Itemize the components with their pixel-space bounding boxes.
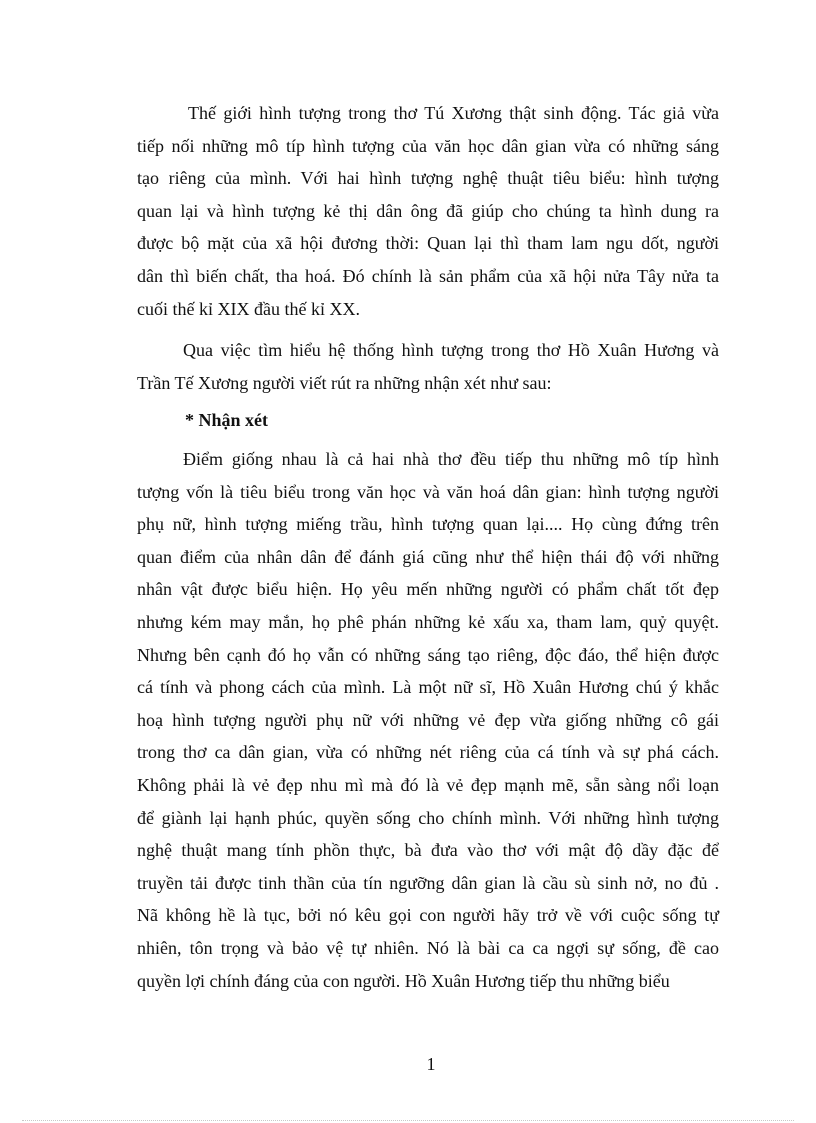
text-line: tạo riêng của mình. Với hai hình tượng nghệ thuật tiêu biểu: hình tượng — [137, 168, 719, 189]
text-line: quan lại và hình tượng kẻ thị dân ông đã giúp cho chúng ta hình dung ra — [137, 200, 719, 221]
text-line: nghệ thuật mang tính phồn thực, bà đưa vào thơ với mật độ dầy đặc để — [137, 840, 719, 861]
text-line: cuối thế kỉ XIX đầu thế kỉ XX. — [137, 298, 360, 319]
text-line: phụ nữ, hình tượng miếng trầu, hình tượng quan lại.... Họ cùng đứng trên — [137, 514, 719, 535]
paragraph-comparison — [137, 443, 719, 997]
text-line: tượng vốn là tiêu biểu trong văn học và văn hoá dân gian: hình tượng người — [137, 481, 719, 502]
paragraph-tu-xuong-summary — [137, 97, 719, 325]
text-line: Nhưng bên cạnh đó họ vẫn có những sáng tạo riêng, độc đáo, thể hiện được — [137, 644, 719, 665]
text-line: nhưng kém may mắn, họ phê phán những kẻ xấu xa, tham lam, quỷ quyệt. — [137, 611, 719, 632]
text-line: nhân vật được biểu hiện. Họ yêu mến những người có phẩm chất tốt đẹp — [137, 579, 719, 600]
page-bottom-divider — [22, 1120, 794, 1121]
text-line: Không phải là vẻ đẹp nhu mì mà đó là vẻ đẹp mạnh mẽ, sẵn sàng nổi loạn — [137, 774, 719, 795]
text-line: Nã không hề là tục, bởi nó kêu gọi con người hãy trở về với cuộc sống tự — [137, 905, 719, 926]
text-line: Qua việc tìm hiểu hệ thống hình tượng trong thơ Hồ Xuân Hương và — [183, 340, 719, 360]
paragraph-introduction — [137, 334, 719, 399]
text-line: Điểm giống nhau là cả hai nhà thơ đều tiếp thu những mô típ hình — [183, 449, 719, 469]
text-line: được bộ mặt của xã hội đương thời: Quan lại thì tham lam ngu dốt, người — [137, 233, 719, 254]
text-line: truyền tải được tinh thần của tín ngưỡng dân gian là cầu sù sinh nở, no đủ . — [137, 872, 719, 893]
text-line: trong thơ ca dân gian, vừa có những nét riêng của cá tính và sự phá cách. — [137, 742, 719, 763]
text-line: hoạ hình tượng người phụ nữ với những vẻ đẹp vừa giống những cô gái — [137, 709, 719, 730]
page-number: 1 — [426, 1054, 436, 1074]
text-line: Trần Tế Xương người viết rút ra những nhận xét như sau: — [137, 372, 552, 393]
text-line: quyền lợi chính đáng của con người. Hồ Xuân Hương tiếp thu những biểu — [137, 970, 670, 991]
section-heading: * Nhận xét — [185, 410, 269, 430]
text-line: nhiên, tôn trọng và bảo vệ tự nhiên. Nó là bài ca ca ngợi sự sống, đề cao — [137, 937, 719, 958]
text-line: quan điểm của nhân dân để đánh giá cũng như thể hiện thái độ với những — [137, 546, 719, 567]
text-line: dân thì biến chất, tha hoá. Đó chính là sản phẩm của xã hội nửa Tây nửa ta — [137, 265, 719, 286]
text-line: Thế giới hình tượng trong thơ Tú Xương thật sinh động. Tác giả vừa — [188, 103, 719, 123]
text-line: cá tính và phong cách của mình. Là một nữ sĩ, Hồ Xuân Hương chú ý khắc — [137, 677, 719, 698]
text-line: để giành lại hạnh phúc, quyền sống cho chính mình. Với những hình tượng — [137, 807, 719, 828]
text-line: tiếp nối những mô típ hình tượng của văn học dân gian vừa có những sáng — [137, 135, 719, 156]
